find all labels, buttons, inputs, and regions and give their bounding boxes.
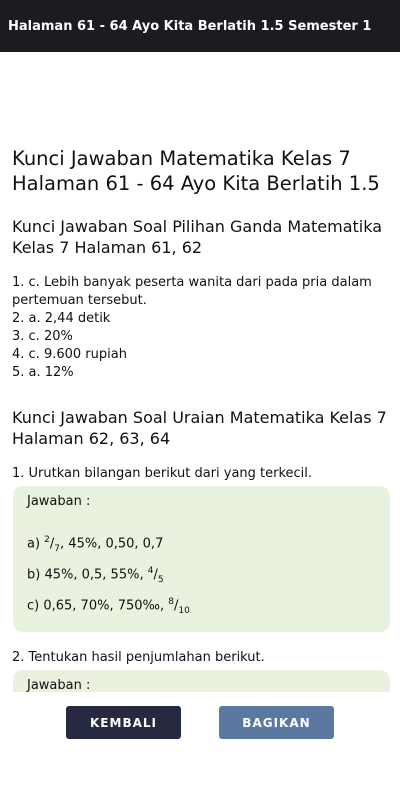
top-app-bar: [0, 0, 400, 52]
bottom-button-bar: [0, 706, 400, 740]
question-1: 1. Urutkan bilangan berikut dari yang terkecil.: [12, 466, 313, 481]
section-multiple-choice-title: Kunci Jawaban Soal Pilihan Ganda Matematika Kelas 7 Halaman 61, 62: [12, 217, 383, 257]
list-item: 1. c. Lebih banyak peserta wanita dari pada pria dalam pertemuan tersebut.: [12, 275, 372, 308]
answer-row-a: a) $^2/_7$, 45%, 0,50, 0,7: [27, 535, 164, 554]
list-item: 5. a. 12%: [12, 365, 74, 380]
multiple-choice-answers: [12, 274, 390, 382]
answer-box-1: [13, 486, 390, 632]
article-title: Kunci Jawaban Matematika Kelas 7 Halaman 61 - 64 Ayo Kita Berlatih 1.5: [12, 147, 380, 195]
answer-row-b: b) 45%, 0,5, 55%, $^4/_5$: [27, 565, 164, 585]
answer-label: Jawaban :: [27, 677, 91, 692]
list-item: 2. a. 2,44 detik: [12, 311, 111, 326]
article-content[interactable]: [12, 146, 390, 692]
answer-label: Jawaban :: [27, 494, 91, 509]
page-title: Halaman 61 - 64 Ayo Kita Berlatih 1.5 Semester 1: [8, 18, 372, 34]
answer-row-c: c) 0,65, 70%, 750‰, $^8/_{10}$: [27, 596, 190, 616]
list-item: 4. c. 9.600 rupiah: [12, 347, 127, 362]
list-item: 3. c. 20%: [12, 329, 73, 344]
answer-box-2: [13, 670, 390, 692]
question-2: 2. Tentukan hasil penjumlahan berikut.: [12, 649, 265, 665]
back-button[interactable]: KEMBALI: [66, 706, 181, 739]
section-essay-title: Kunci Jawaban Soal Uraian Matematika Kelas 7 Halaman 62, 63, 64: [12, 408, 387, 448]
share-button[interactable]: BAGIKAN: [219, 706, 334, 739]
